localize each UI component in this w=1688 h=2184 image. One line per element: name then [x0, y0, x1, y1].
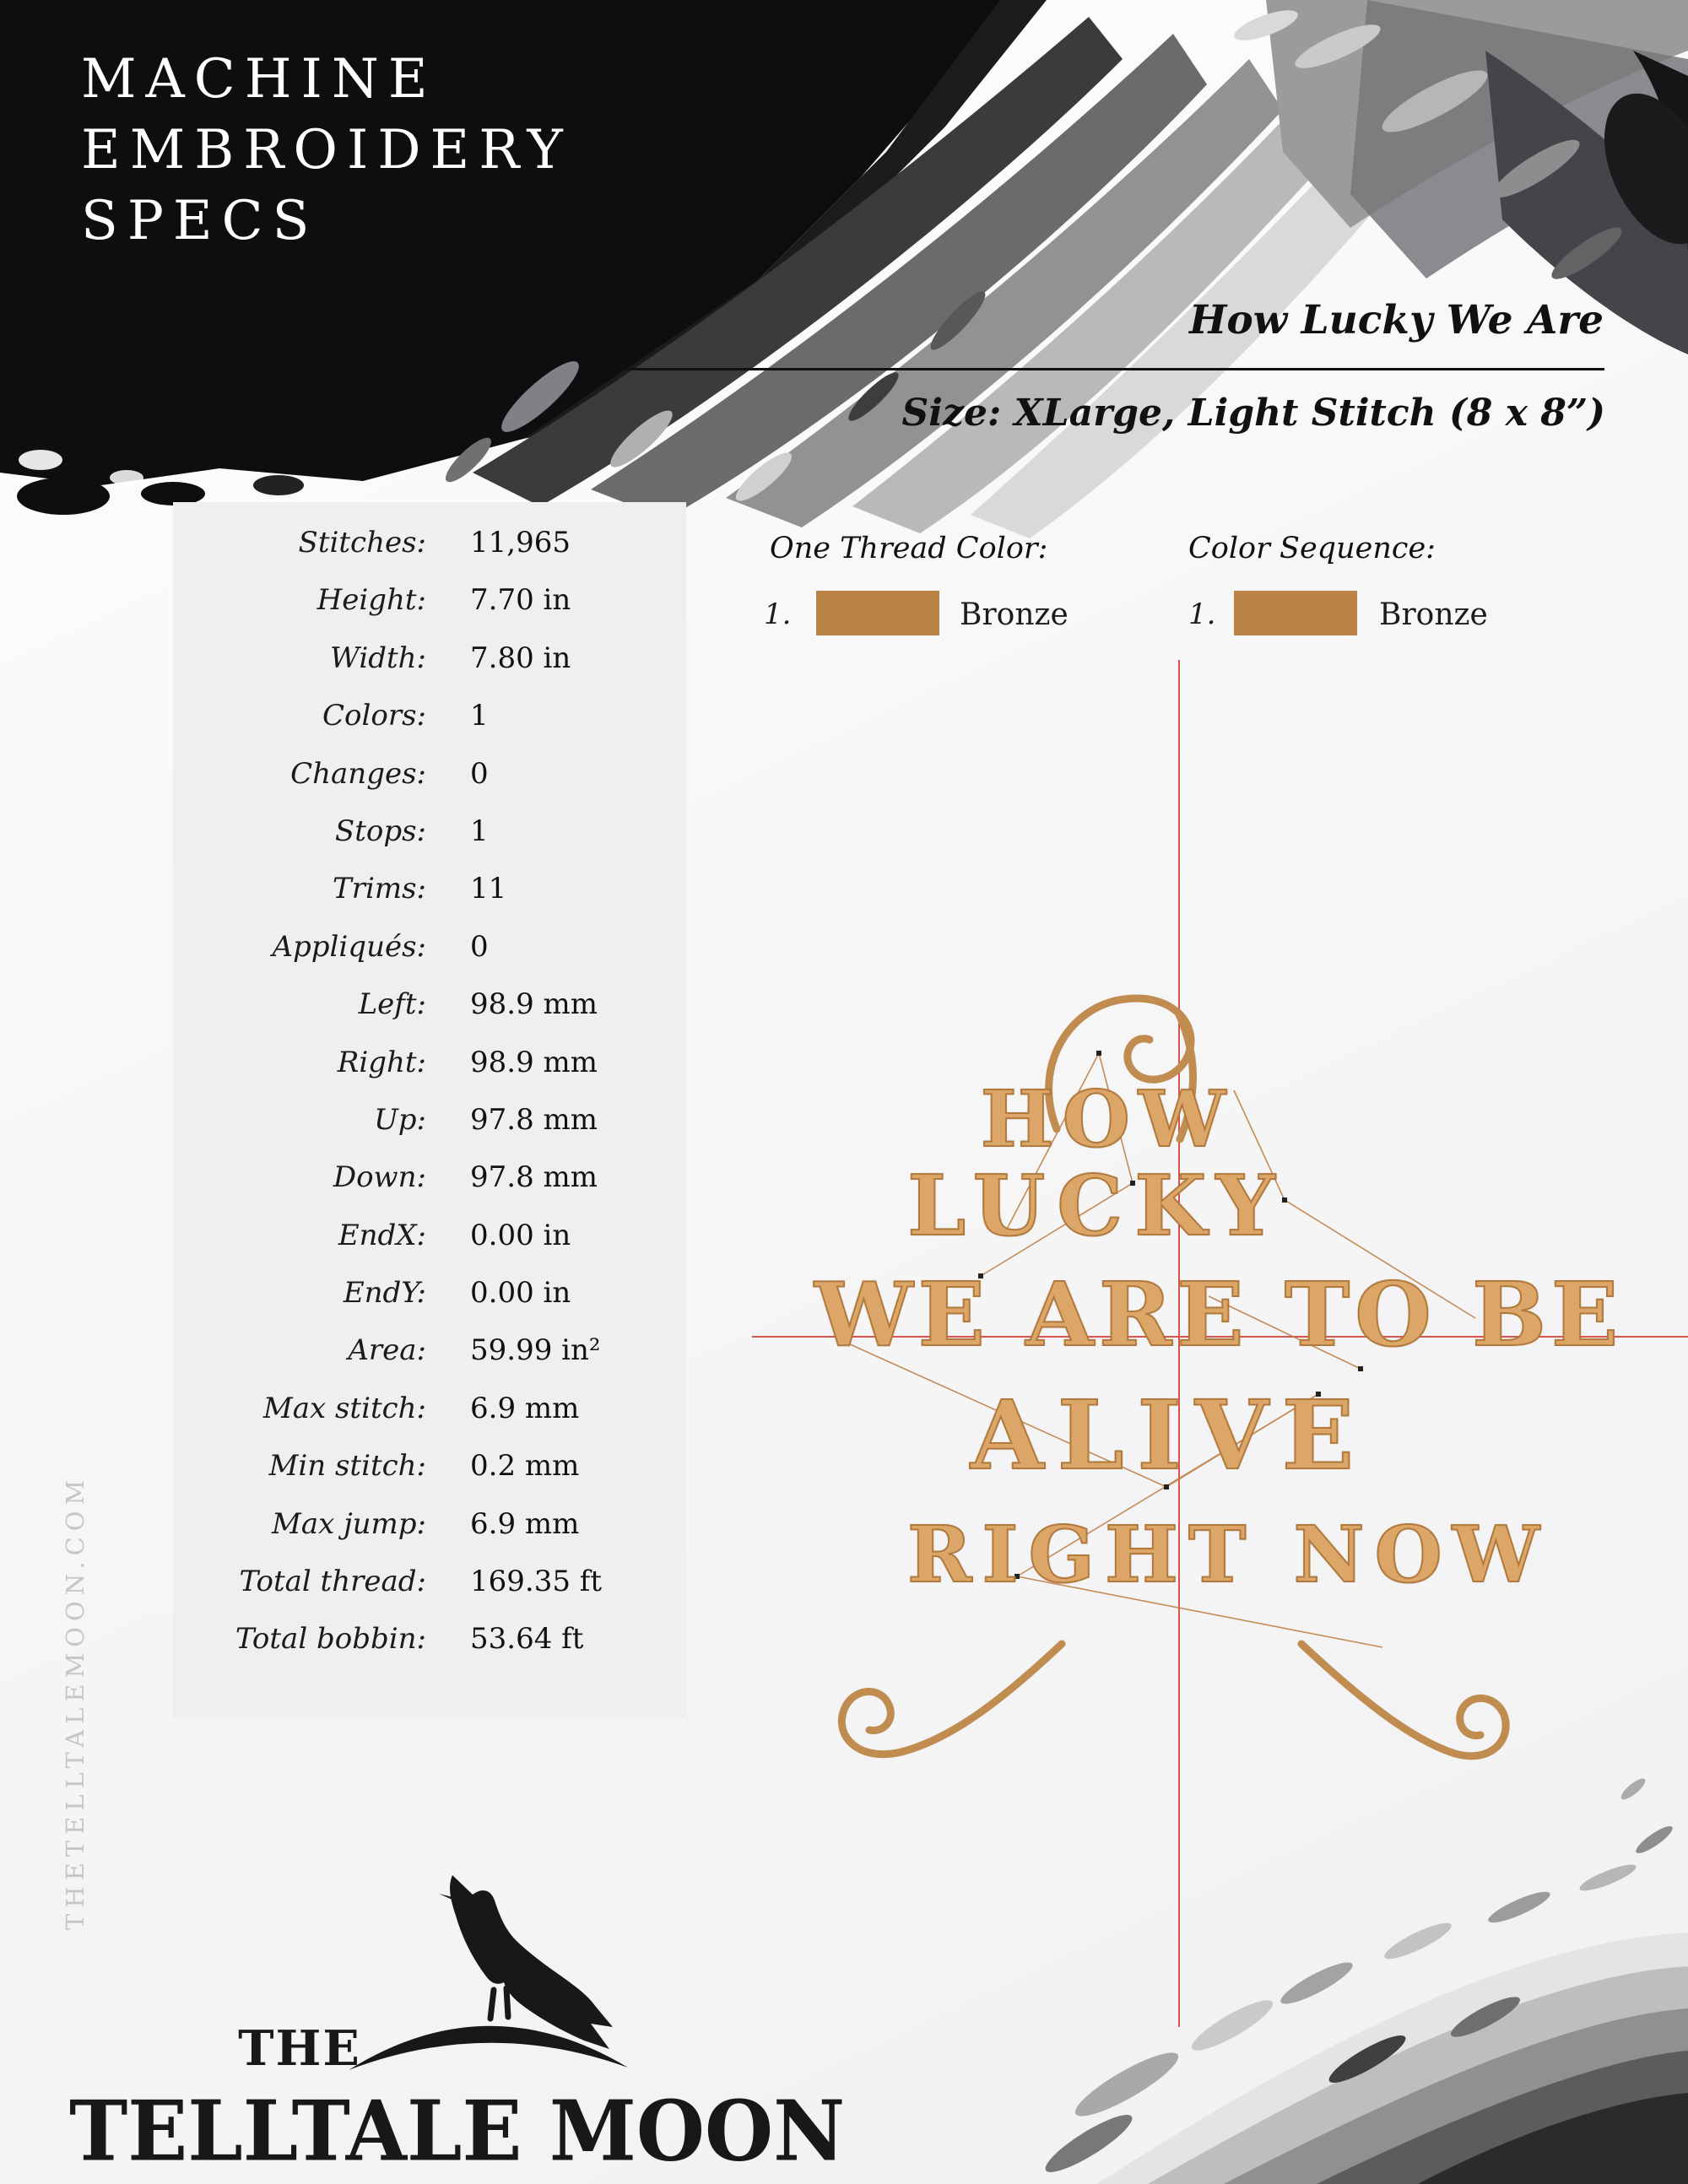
spec-label: Total thread:	[239, 1565, 426, 1599]
spec-label: Colors:	[322, 699, 426, 733]
spec-row-up	[173, 1103, 686, 1160]
spec-value: 169.35 ft	[470, 1565, 603, 1599]
thread-color-index: 1.	[764, 597, 792, 631]
spec-row-stops	[173, 814, 686, 872]
spec-value: 0.00 in	[470, 1218, 571, 1252]
spec-value: 0.2 mm	[470, 1449, 580, 1484]
spec-value: 1	[470, 814, 489, 848]
spec-value: 1	[470, 699, 489, 733]
spec-value: 7.70 in	[470, 583, 571, 618]
masthead-line-1: MACHINE	[81, 48, 437, 111]
thread-color-name: Bronze	[960, 597, 1069, 632]
spec-value: 0.00 in	[470, 1276, 571, 1311]
logo-word-the: THE	[238, 2020, 361, 2077]
bronze-color-swatch	[1234, 591, 1357, 635]
spec-row-min-stitch	[173, 1449, 686, 1506]
stitch-text-line-how: HOW	[980, 1073, 1235, 1165]
spec-value: 6.9 mm	[470, 1506, 580, 1541]
spec-label: Stitches:	[298, 526, 426, 560]
spec-label: Down:	[333, 1160, 426, 1195]
spec-row-left	[173, 987, 686, 1045]
spec-value: 97.8 mm	[470, 1160, 598, 1195]
spec-row-total-bobbin	[173, 1622, 686, 1679]
website-url-vertical: THETELLTALEMOON.COM	[61, 1473, 89, 1931]
spec-label: EndY:	[343, 1276, 426, 1311]
spec-label: Total bobbin:	[235, 1622, 426, 1657]
design-subtitle: Size: XLarge, Light Stitch (8 x 8”)	[901, 392, 1605, 435]
spec-label: Height:	[316, 583, 426, 618]
spec-row-down	[173, 1160, 686, 1218]
stitch-text-line-we-are-to-be: WE ARE TO BE	[814, 1262, 1624, 1366]
spec-label: Appliqués:	[272, 929, 426, 964]
color-sequence-heading: Color Sequence:	[1188, 532, 1436, 565]
spec-value: 98.9 mm	[470, 1045, 598, 1079]
spec-row-total-thread	[173, 1565, 686, 1622]
spec-label: Changes:	[290, 756, 426, 791]
spec-label: Min stitch:	[268, 1449, 426, 1484]
spec-value: 0	[470, 756, 489, 791]
spec-row-height	[173, 583, 686, 641]
spec-label: Max stitch:	[262, 1391, 426, 1425]
spec-row-max-stitch	[173, 1392, 686, 1449]
design-title-rule	[603, 368, 1604, 370]
spec-row-trims	[173, 872, 686, 929]
spec-row-changes	[173, 757, 686, 814]
spec-label: Right:	[337, 1045, 426, 1079]
design-title: How Lucky We Are	[1189, 297, 1604, 343]
spec-value: 97.8 mm	[470, 1102, 598, 1137]
crow-icon	[450, 1875, 613, 2049]
spec-row-endx	[173, 1219, 686, 1276]
spec-label: EndX:	[338, 1218, 426, 1252]
logo-word-telltale-moon: TELLTALE MOON	[69, 2083, 846, 2181]
spec-value: 98.9 mm	[470, 987, 598, 1022]
masthead-line-3: SPECS	[81, 190, 319, 252]
sequence-color-index: 1.	[1188, 597, 1216, 631]
spec-value: 11	[470, 872, 507, 906]
spec-label: Max jump:	[272, 1506, 426, 1541]
spec-row-width	[173, 641, 686, 699]
spec-value: 59.99 in²	[470, 1333, 601, 1368]
spec-row-area	[173, 1333, 686, 1391]
spec-label: Area:	[348, 1333, 426, 1368]
stitch-text-line-lucky: LUCKY	[907, 1158, 1287, 1255]
specs-panel	[173, 502, 686, 1717]
footer-brush-art	[1030, 1745, 1688, 2184]
spec-row-appliques	[173, 930, 686, 987]
spec-row-right	[173, 1046, 686, 1103]
one-thread-color-heading: One Thread Color:	[770, 532, 1048, 565]
stitch-text-line-alive: ALIVE	[970, 1381, 1368, 1491]
spec-row-max-jump	[173, 1507, 686, 1565]
spec-row-colors	[173, 699, 686, 756]
spec-label: Up:	[374, 1102, 426, 1137]
spec-row-stitches	[173, 526, 686, 583]
spec-label: Width:	[329, 641, 426, 675]
spec-value: 0	[470, 929, 489, 964]
spec-row-endy	[173, 1276, 686, 1333]
spec-value: 6.9 mm	[470, 1391, 580, 1425]
bronze-color-swatch	[816, 591, 939, 635]
spec-value: 7.80 in	[470, 641, 571, 675]
spec-label: Trims:	[333, 872, 426, 906]
spec-value: 53.64 ft	[470, 1622, 584, 1657]
spec-label: Stops:	[334, 814, 426, 848]
spec-value: 11,965	[470, 526, 571, 560]
spec-label: Left:	[358, 987, 426, 1022]
masthead-title	[81, 44, 572, 257]
masthead-line-2: EMBROIDERY	[81, 119, 572, 181]
stitch-text-line-right-now: RIGHT NOW	[907, 1509, 1550, 1600]
sequence-color-name: Bronze	[1379, 597, 1488, 632]
